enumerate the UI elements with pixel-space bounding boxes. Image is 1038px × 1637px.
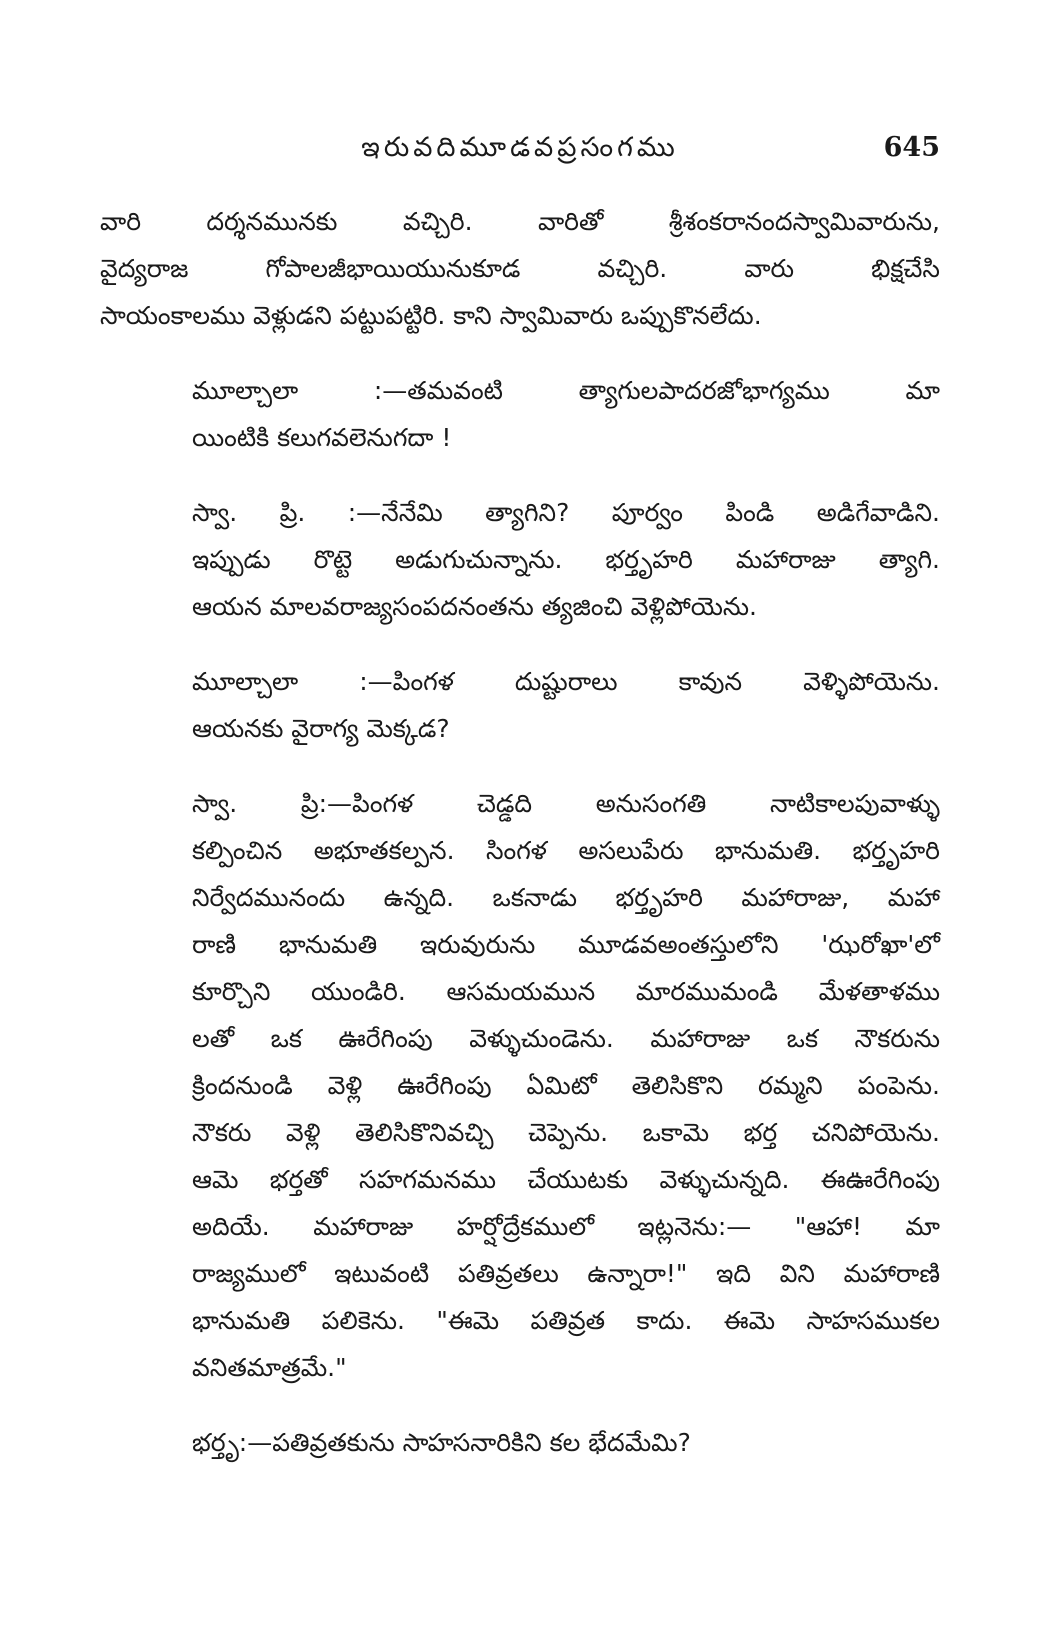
page-number: 645 bbox=[883, 132, 940, 163]
text-line: సాయంకాలము వెళ్లుడని పట్టుపట్టిరి. కాని స్వామివారు ఒప్పుకొనలేదు. bbox=[100, 301, 762, 330]
text-line: రాణి భానుమతి ఇరువురును మూడవఅంతస్తులోని 'ఝరోఖా'లో bbox=[192, 930, 940, 959]
text-line: మూల్చాలా :—తమవంటి త్యాగులపాదరజోభాగ్యము మా bbox=[192, 376, 940, 405]
text-line: ఆయన మాలవరాజ్యసంపదనంతను త్యజించి వెళ్లిపోయెను. bbox=[192, 592, 757, 621]
text-line: రాజ్యములో ఇటువంటి పతివ్రతలు ఉన్నారా!" ఇది విని మహారాణి bbox=[192, 1259, 940, 1288]
text-line: ఇప్పుడు రొట్టె అడుగుచున్నాను. భర్తృహరి మహారాజు త్యాగి. bbox=[192, 545, 940, 574]
text-line: మూల్చాలా :—పింగళ దుష్టురాలు కావున వెళ్ళిపోయెను. bbox=[192, 667, 940, 696]
paragraph bbox=[100, 367, 940, 461]
text-line: యింటికి కలుగవలెనుగదా ! bbox=[192, 423, 452, 452]
paragraph bbox=[100, 780, 940, 1391]
text-line: వనితమాత్రమే." bbox=[192, 1353, 347, 1382]
text-line: ఆయనకు వైరాగ్య మెక్కడ? bbox=[192, 714, 450, 743]
text-line: భర్తృ:—పతివ్రతకును సాహసనారికిని కల భేదమేమి? bbox=[192, 1428, 691, 1457]
text-line: లతో ఒక ఊరేగింపు వెళ్ళుచుండెను. మహారాజు ఒక నౌకరును bbox=[192, 1024, 940, 1053]
text-line: వారి దర్శనమునకు వచ్చిరి. వారితో శ్రీశంకరానందస్వామివారును, bbox=[100, 207, 940, 236]
text-line: నిర్వేదమునందు ఉన్నది. ఒకనాడు భర్తృహరి మహారాజు, మహా bbox=[192, 883, 940, 912]
text-line: ఆమె భర్తతో సహగమనము చేయుటకు వెళ్ళుచున్నది. ఈఊరేగింపు bbox=[192, 1165, 940, 1194]
text-line: స్వా. ప్రి:—పింగళ చెడ్డది అనుసంగతి నాటికాలపువాళ్ళు bbox=[192, 789, 940, 818]
text-line: స్వా. ప్రి. :—నేనేమి త్యాగిని? పూర్వం పిండి అడిగేవాడిని. bbox=[192, 498, 940, 527]
text-line: వైద్యరాజ గోపాలజీభాయియునుకూడ వచ్చిరి. వారు భిక్షచేసి bbox=[100, 254, 940, 283]
paragraph bbox=[100, 1419, 940, 1466]
text-line: క్రిందనుండి వెళ్లి ఊరేగింపు ఏమిటో తెలిసికొని రమ్మని పంపెను. bbox=[192, 1071, 940, 1100]
page-header bbox=[100, 132, 940, 172]
text-line: నౌకరు వెళ్లి తెలిసికొనివచ్చి చెప్పెను. ఒకామె భర్త చనిపోయెను. bbox=[192, 1118, 940, 1147]
text-line: కల్పించిన అభూతకల్పన. సింగళ అసలుపేరు భానుమతి. భర్తృహరి bbox=[192, 836, 940, 865]
text-line: కూర్చొని యుండిరి. ఆసమయమున మారముమండి మేళతాళము bbox=[192, 977, 940, 1006]
paragraph bbox=[100, 198, 940, 339]
text-line: భానుమతి పలికెను. "ఈమె పతివ్రత కాదు. ఈమె సాహసముకల bbox=[192, 1306, 940, 1335]
paragraph bbox=[100, 658, 940, 752]
text-line: అదియే. మహారాజు హర్షోద్రేకములో ఇట్లనెను:— "ఆహా! మా bbox=[192, 1212, 940, 1241]
running-head: ఇరువదిమూడవప్రసంగము bbox=[361, 132, 679, 163]
paragraph bbox=[100, 489, 940, 630]
body-text bbox=[100, 198, 940, 1494]
